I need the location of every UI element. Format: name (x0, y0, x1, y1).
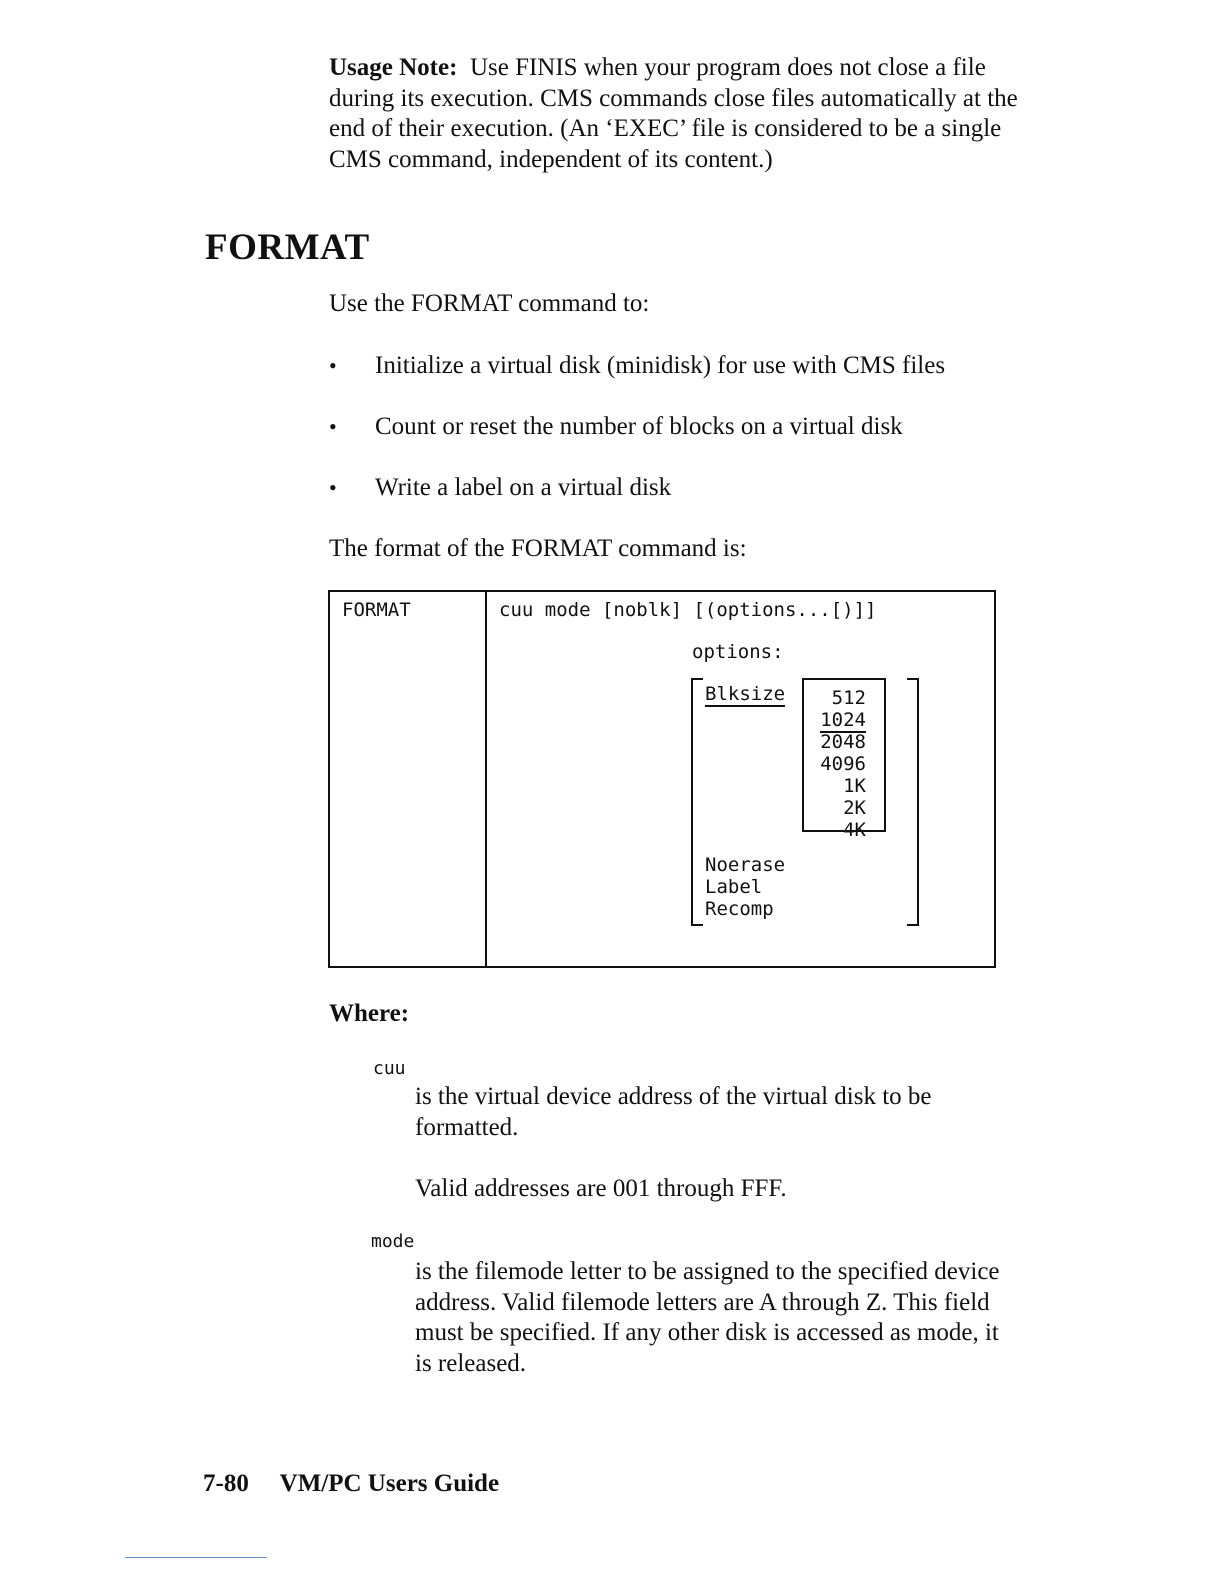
blksize-value: 512 (831, 687, 866, 709)
blksize-value: 1K (843, 775, 866, 797)
option-label: Label (705, 876, 763, 898)
bullet-dot-icon: • (329, 414, 337, 439)
page-number: 7-80 (203, 1470, 249, 1497)
param-name-cuu: cuu (373, 1058, 406, 1079)
param-desc-cuu-addresses: Valid addresses are 001 through FFF. (415, 1175, 787, 1202)
usage-note (329, 53, 1019, 175)
where-label: Where: (329, 1000, 410, 1027)
blksize-value: 4096 (820, 753, 866, 775)
syntax-operands: cuu mode [noblk] [(options...[)]] (499, 599, 877, 621)
param-desc-mode: is the filemode letter to be assigned to the specified device address. Valid filemode letters are A through Z. This field must be specified. If any other disk is accessed as mode, it is released. (415, 1258, 1000, 1377)
intro-text: Use the FORMAT command to: (329, 290, 650, 317)
blksize-default-label: 1024 (820, 709, 866, 731)
page-footer (203, 1470, 499, 1498)
bullet-dot-icon: • (329, 475, 337, 500)
blksize-value: 4K (843, 819, 866, 841)
bullet-text: Count or reset the number of blocks on a virtual disk (375, 413, 903, 440)
usage-note-text: Use FINIS when your program does not close a file during its execution. CMS commands close files automatically at the end of their execution. (An ‘EXEC’ file is considered to be a single CMS command, independent of its content.) (329, 54, 1018, 173)
options-bracket-left (691, 678, 703, 926)
blksize-label: Blksize (705, 683, 786, 705)
document-title: VM/PC Users Guide (279, 1470, 500, 1497)
syntax-divider (485, 592, 487, 966)
section-heading: FORMAT (205, 227, 370, 268)
bullet-text: Write a label on a virtual disk (375, 474, 672, 501)
bullet-text: Initialize a virtual disk (minidisk) for use with CMS files (375, 352, 946, 379)
param-desc-cuu: is the virtual device address of the virtual disk to be formatted. (415, 1083, 932, 1141)
blksize-value: 2048 (820, 731, 866, 753)
option-noerase: Noerase (705, 854, 786, 876)
options-label: options: (692, 641, 784, 663)
options-bracket-right (907, 678, 919, 926)
syntax-box (328, 590, 996, 968)
format-intro: The format of the FORMAT command is: (329, 535, 747, 562)
option-recomp: Recomp (705, 898, 774, 920)
blksize-value-default (816, 709, 866, 731)
syntax-command: FORMAT (342, 599, 411, 621)
blksize-option (705, 683, 785, 705)
bottom-rule (125, 1557, 267, 1558)
blksize-bracket-right (872, 678, 886, 832)
blksize-value: 2K (843, 797, 866, 819)
usage-note-label: Usage Note: (329, 54, 458, 81)
param-name-mode: mode (371, 1231, 415, 1252)
blksize-bracket-left (802, 678, 816, 832)
bullet-dot-icon: • (329, 353, 337, 378)
